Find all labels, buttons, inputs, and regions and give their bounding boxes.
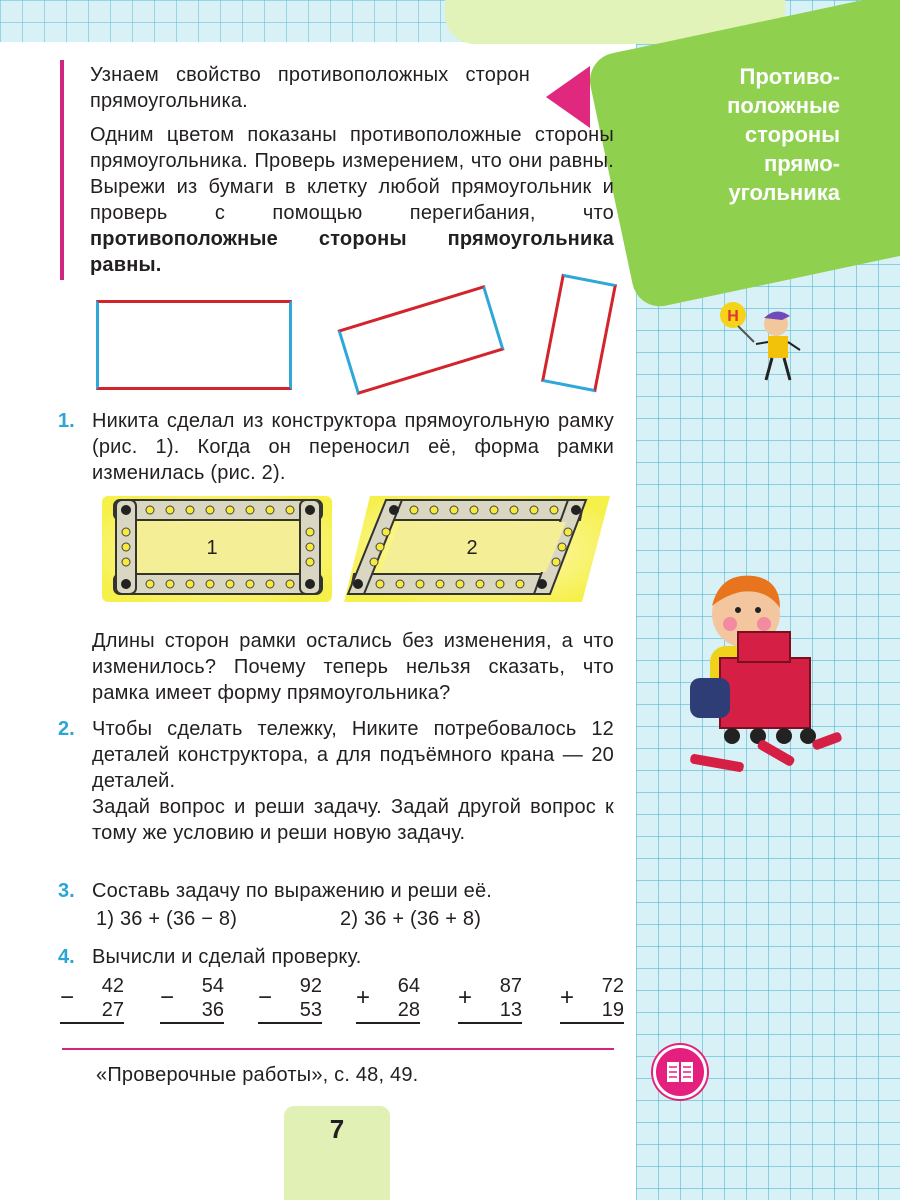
intro-accent-rule — [60, 60, 64, 280]
operand-top: 64 — [397, 975, 420, 997]
workbook-book-icon — [653, 1045, 707, 1099]
operand-bottom: 53 — [258, 998, 322, 1024]
operator: − — [60, 984, 75, 1011]
operand-top: 42 — [101, 975, 124, 997]
topic-title: Противо- положные стороны прямо- угольника — [727, 64, 840, 205]
operator: + — [356, 984, 371, 1011]
constructor-frames-figure — [100, 484, 620, 612]
operand-bottom: 13 — [458, 998, 522, 1024]
task-4-text: Вычисли и сделай проверку. — [92, 946, 362, 968]
intro-paragraph — [90, 122, 614, 278]
task-3-expression-2: 2) 36 + (36 + 8) — [340, 908, 482, 930]
rectangle-figure-1 — [96, 300, 292, 390]
boy-with-flag-illustration — [712, 298, 812, 390]
column-problem-1 — [60, 974, 124, 1024]
operand-bottom: 19 — [560, 998, 624, 1024]
task-1-question: Длины сторон рамки остались без изменения, а что изменилось? Почему теперь нельзя сказать, что рамка имеет форму прямоугольника? — [92, 630, 614, 704]
footer-divider — [62, 1048, 614, 1050]
column-problem-4 — [356, 974, 420, 1024]
pointer-triangle-icon — [546, 66, 590, 128]
operand-top: 87 — [499, 975, 522, 997]
figure-1-label: 1 — [206, 537, 218, 559]
operand-top: 54 — [201, 975, 224, 997]
boy-with-constructor-illustration — [680, 566, 856, 778]
task-1-text: Никита сделал из конструктора прямоугольную рамку (рис. 1). Когда он переносил её, форма рамки изменилась (рис. 2). — [92, 410, 614, 484]
operator: − — [258, 984, 273, 1011]
operand-bottom: 36 — [160, 998, 224, 1024]
operator: + — [458, 984, 473, 1011]
operand-bottom: 27 — [60, 998, 124, 1024]
column-problem-5 — [458, 974, 522, 1024]
task-2-number: 2. — [58, 718, 75, 740]
task-1-number: 1. — [58, 410, 75, 432]
task-3-text: Составь задачу по выражению и реши её. — [92, 880, 493, 902]
operand-top: 92 — [299, 975, 322, 997]
task-4-number: 4. — [58, 946, 75, 968]
workbook-reference: «Проверочные работы», с. 48, 49. — [96, 1064, 419, 1086]
column-problem-2 — [160, 974, 224, 1024]
figure-2-label: 2 — [466, 537, 478, 559]
intro-paragraph-text: Одним цветом показаны противоположные стороны прямоугольника. Проверь измерением, что они равны. Вырежи из бумаги в клетку любой прямоугольник и проверь с помощью перегибания, что — [90, 124, 614, 224]
task-2-instructions: Задай вопрос и реши задачу. Задай другой вопрос к тому же условию и реши новую задачу. — [92, 796, 614, 844]
intro-rule-bold: противоположные стороны прямоугольника равны. — [90, 228, 614, 276]
task-2-text: Чтобы сделать тележку, Никите потребовалось 12 деталей конструктора, а для подъёмного крана — 20 деталей. — [92, 718, 614, 792]
column-problem-6 — [560, 974, 624, 1024]
intro-heading: Узнаем свойство противоположных сторон прямоугольника. — [90, 64, 530, 112]
operator: − — [160, 984, 175, 1011]
operand-bottom: 28 — [356, 998, 420, 1024]
operand-top: 72 — [601, 975, 624, 997]
task-3-number: 3. — [58, 880, 75, 902]
task-3-expression-1: 1) 36 + (36 − 8) — [96, 908, 238, 930]
operator: + — [560, 984, 575, 1011]
badge-letter: Н — [727, 308, 739, 325]
column-problem-3 — [258, 974, 322, 1024]
page-number: 7 — [329, 1114, 345, 1144]
